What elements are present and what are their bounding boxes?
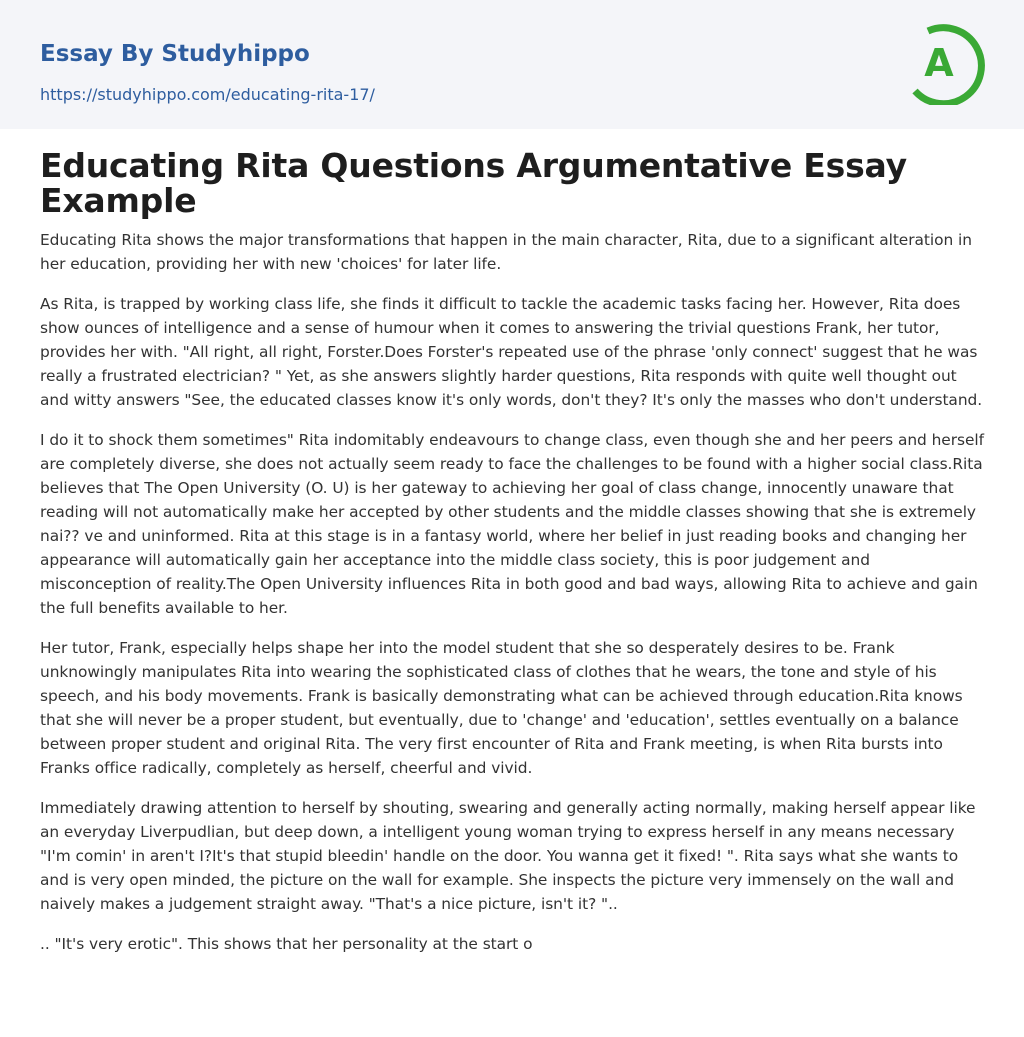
article-paragraph: As Rita, is trapped by working class life, she finds it difficult to tackle the academic tasks facing her. However, Rita does show ounces of intelligence and a sense of humour when it comes to answering the trivial questions Frank, her tutor, provides her with. "All right, all right, Forster.Does Forster's repeated use of the phrase 'only connect' suggest that he was really a frustrated electrician? " Yet, as she answers slightly harder questions, Rita responds with quite well thought out and witty answers "See, the educated classes know it's only words, don't they? It's only the masses who don't understand. (40, 295, 983, 409)
studyhippo-logo[interactable] (912, 19, 986, 105)
article (40, 148, 985, 972)
article-paragraph: Her tutor, Frank, especially helps shape her into the model student that she so desperately desires to be. Frank unknowingly manipulates Rita into wearing the sophisticated class of clothes that he wears, the tone and style of his speech, and his body movements. Frank is basically demonstrating what can be achieved through education.Rita knows that she will never be a proper student, but eventually, due to 'change' and 'education', settles eventually on a balance between proper student and original Rita. The very first encounter of Rita and Frank meeting, is when Rita bursts into Franks office radically, completely as herself, cheerful and vivid. (40, 639, 963, 777)
article-paragraph: .. "It's very erotic". This shows that her personality at the start o (40, 935, 533, 953)
brand-title[interactable]: Essay By Studyhippo (40, 41, 310, 67)
essay-url-link[interactable]: https://studyhippo.com/educating-rita-17/ (40, 85, 375, 104)
article-paragraph: Educating Rita shows the major transformations that happen in the main character, Rita, due to a significant alteration in her education, providing her with new 'choices' for later life. (40, 231, 972, 273)
article-paragraph: I do it to shock them sometimes" Rita indomitably endeavours to change class, even though she and her peers and herself are completely diverse, she does not actually seem ready to face the challenges to be found with a higher social class.Rita believes that The Open University (O. U) is her gateway to achieving her goal of class change, innocently unaware that reading will not automatically make her accepted by other students and the middle classes showing that she is extremely nai?? ve and uninformed. Rita at this stage is in a fantasy world, where her belief in just reading books and changing her appearance will automatically gain her acceptance into the middle class society, this is poor judgement and misconception of reality.The Open University influences Rita in both good and bad ways, allowing Rita to achieve and gain the full benefits available to her. (40, 431, 984, 617)
article-paragraph: Immediately drawing attention to herself by shouting, swearing and generally acting normally, making herself appear like an everyday Liverpudlian, but deep down, a intelligent young woman trying to express herself in any means necessary "I'm comin' in aren't I?It's that stupid bleedin' handle on the door. You wanna get it fixed! ". Rita says what she wants to and is very open minded, the picture on the wall for example. She inspects the picture very immensely on the wall and naively makes a judgement straight away. "That's a nice picture, isn't it? ".. (40, 799, 976, 913)
logo-letter: A (924, 41, 954, 85)
site-header (0, 0, 1024, 129)
page-title: Educating Rita Questions Argumentative Essay Example (40, 146, 907, 220)
